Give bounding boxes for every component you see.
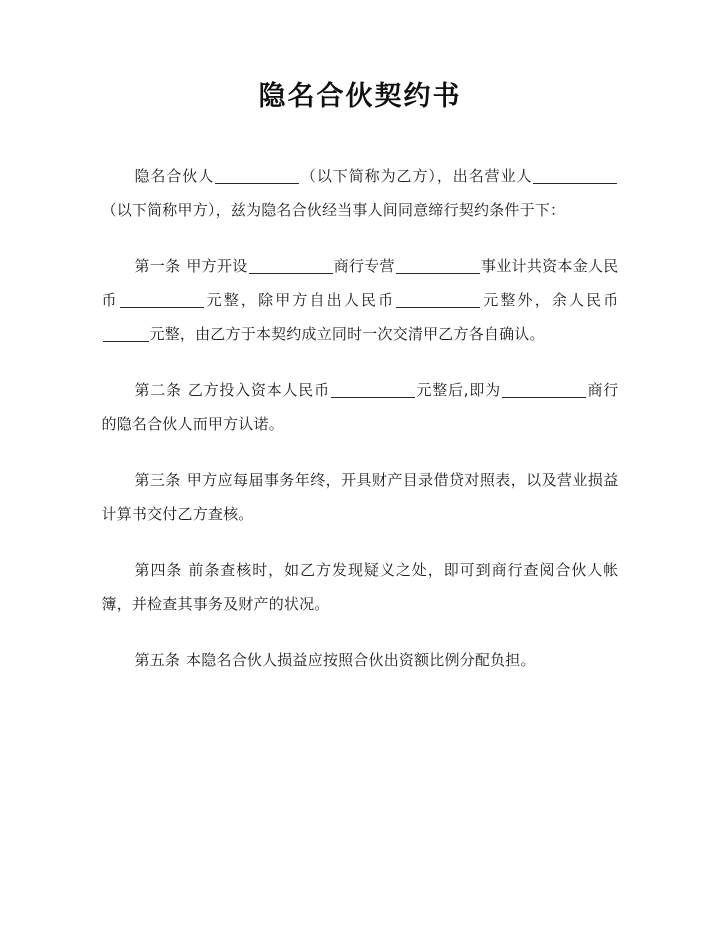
article-1-text-3: 事业计共资本金人民币 — [101, 256, 619, 309]
article-4-number: 第四条 — [134, 560, 183, 579]
article-4-text-1: 前条查核时，如乙方发现疑义之处，即可到商行查阅合伙人帐簿，并检查其事务及财产的状况。 — [101, 560, 619, 613]
article-2-number: 第二条 — [134, 380, 182, 399]
article-5-number: 第五条 — [134, 650, 181, 669]
document-body — [102, 114, 619, 677]
article-2-paragraph — [102, 373, 619, 441]
article-5-text-1: 本隐名合伙人损益应按照合伙出资额比例分配负担。 — [186, 650, 536, 669]
preamble-paragraph — [102, 159, 619, 227]
blank-silent-partner-name[interactable] — [215, 169, 299, 184]
article-2-text-3: 商行的隐名合伙人而甲方认诺。 — [101, 380, 619, 433]
article-1-text-6: 元整，由乙方于本契约成立同时一次交清甲乙方各自确认。 — [149, 324, 545, 343]
article-5-paragraph — [102, 643, 619, 677]
article-4-paragraph — [102, 553, 619, 621]
page-title: 隐名合伙契约书 — [258, 81, 462, 112]
article-1-text-5: 元整外，余人民币 — [481, 290, 619, 309]
article-1-paragraph — [102, 249, 619, 351]
article-2-text-2: 元整后,即为 — [415, 380, 501, 399]
article-2-text-1: 乙方投入资本人民币 — [187, 380, 330, 399]
article-1-text-2: 商行专营 — [333, 256, 395, 275]
article-3-number: 第三条 — [134, 470, 181, 489]
blank-party-b-investment[interactable] — [331, 383, 415, 398]
blank-firm-name-2[interactable] — [502, 383, 586, 398]
preamble-text-3: （以下简称甲方），兹为隐名合伙经当事人间同意缔行契约条件于下： — [101, 200, 566, 219]
article-1-text-1: 甲方开设 — [186, 256, 248, 275]
preamble-text-2: （以下简称为乙方），出名营业人 — [300, 166, 533, 185]
article-3-paragraph — [102, 463, 619, 531]
article-3-text-1: 甲方应每届事务年终，开具财产目录借贷对照表，以及营业损益计算书交付乙方查核。 — [101, 470, 619, 523]
article-1-number: 第一条 — [134, 256, 181, 275]
blank-business-scope[interactable] — [396, 259, 480, 274]
blank-registered-operator-name[interactable] — [533, 169, 617, 184]
blank-total-capital[interactable] — [120, 293, 204, 308]
article-1-text-4: 元整，除甲方自出人民币 — [204, 290, 396, 309]
blank-remaining-capital[interactable] — [103, 327, 149, 342]
blank-party-a-capital[interactable] — [396, 293, 480, 308]
blank-firm-name[interactable] — [249, 259, 333, 274]
preamble-text-1: 隐名合伙人 — [134, 166, 215, 185]
